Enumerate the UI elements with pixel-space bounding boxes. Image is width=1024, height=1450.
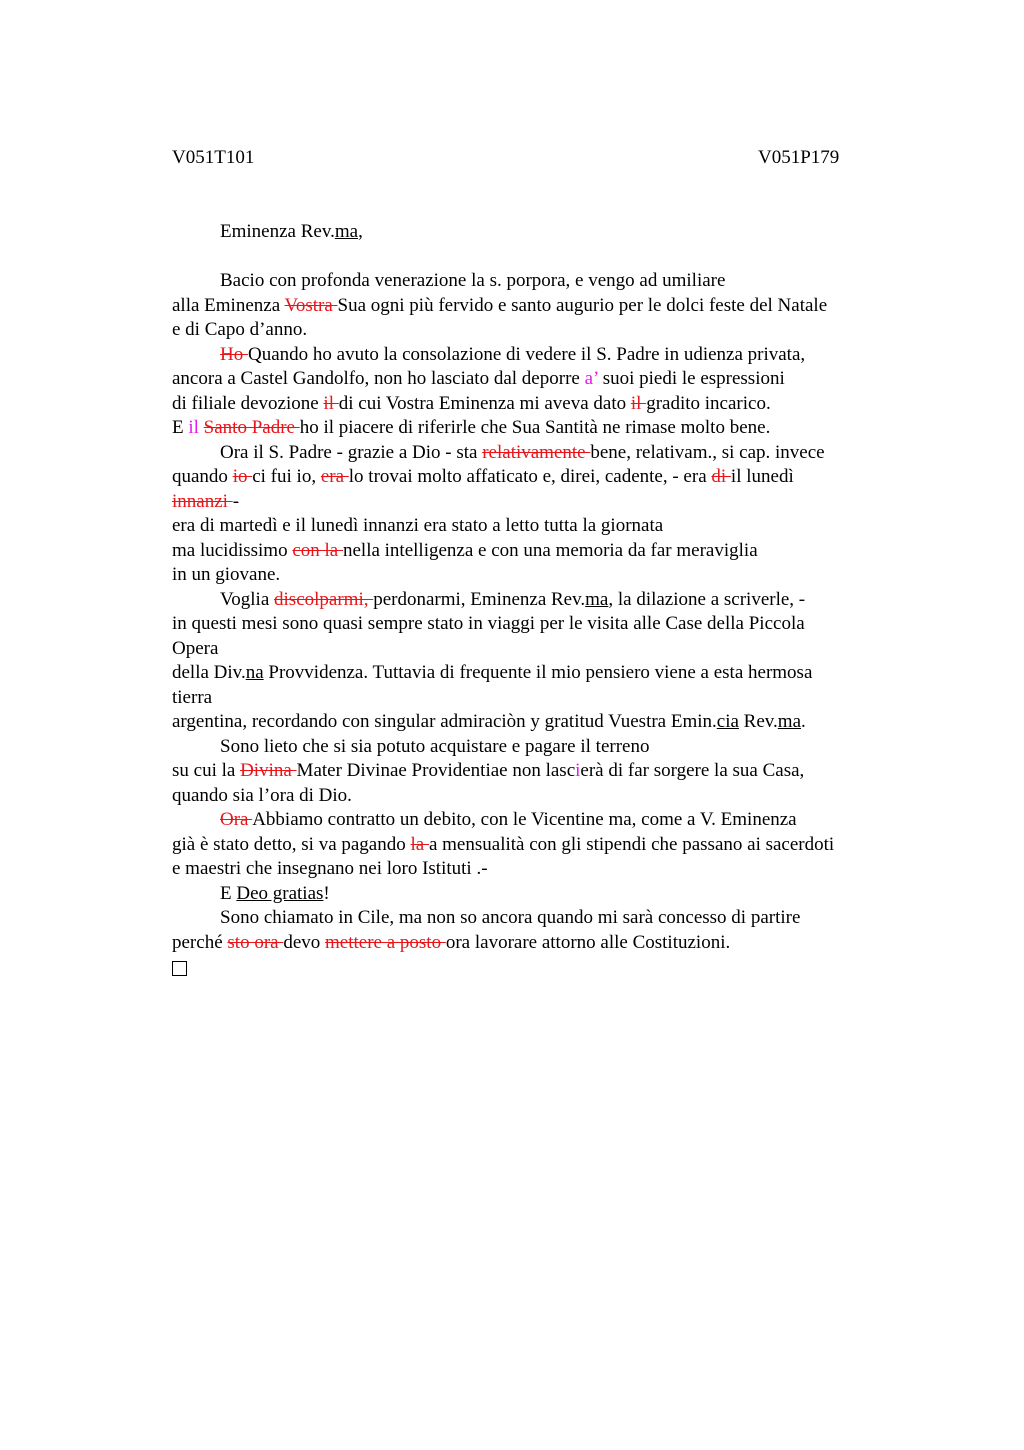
deleted-text: innanzi (172, 490, 233, 512)
text-line: Sono lieto che si sia potuto acquistare e pagare il terreno (220, 735, 650, 757)
deleted-text: era (320, 466, 349, 487)
text-line: tierra (172, 686, 213, 708)
text-line: Voglia discolparmi, perdonarmi, Eminenza Rev.ma, la dilazione a scriverle, - (220, 588, 806, 610)
text-line: della Div.na Provvidenza. Tuttavia di frequente il mio pensiero viene a esta hermosa (172, 662, 813, 683)
deleted-text: relativamente (482, 441, 591, 463)
text-line: argentina, recordando con singular admiraciòn y gratitud Vuestra Emin.cia Rev.ma. (172, 711, 806, 732)
text-line: Ora il S. Padre - grazie a Dio - sta relativamente bene, relativam., si cap. invece (220, 441, 825, 463)
document-id-right: V051P179 (758, 147, 840, 168)
deleted-text: con la (292, 539, 343, 561)
text-line: E il Santo Padre ho il piacere di riferirle che Sua Santità ne rimase molto bene. (172, 417, 771, 438)
deleted-text: discolparmi, (274, 588, 374, 610)
deleted-text: Santo Padre (203, 417, 300, 438)
inserted-text: il (188, 417, 199, 438)
text-line: ancora a Castel Gandolfo, non ho lasciato dal deporre a’ suoi piedi le espressioni (172, 368, 785, 389)
text-line: già è stato detto, si va pagando la a mensualità con gli stipendi che passano ai sacerdoti (172, 833, 835, 855)
letter-body (172, 220, 902, 984)
deleted-text: Ho (220, 343, 248, 365)
deleted-text: Vostra (284, 294, 338, 316)
text-line: Opera (172, 637, 219, 659)
text-line: quando io ci fui io, era lo trovai molto affaticato e, direi, cadente, - era di il lunedì (172, 466, 794, 487)
text-line: e maestri che insegnano nei loro Istituti .- (172, 858, 488, 879)
text-line: in un giovane. (172, 564, 281, 585)
text-line: di filiale devozione il di cui Vostra Eminenza mi aveva dato il gradito incarico. (172, 392, 771, 414)
paragraph-gap (172, 245, 902, 270)
text-line: Bacio con profonda venerazione la s. porpora, e vengo ad umiliare (220, 270, 726, 291)
text-line: Sono chiamato in Cile, ma non so ancora quando mi sarà concesso di partire (220, 907, 801, 928)
text-line: quando sia l’ora di Dio. (172, 784, 352, 806)
deleted-text: di (711, 466, 731, 487)
text-line: alla Eminenza Vostra Sua ogni più fervido e santo augurio per le dolci feste del Natale (172, 294, 828, 316)
deleted-text: Ora (220, 809, 253, 830)
deleted-text: il (630, 392, 647, 414)
end-marker (172, 955, 902, 984)
text-line: ma lucidissimo con la nella intelligenza e con una memoria da far meraviglia (172, 539, 758, 561)
document-id-left: V051T101 (172, 147, 255, 168)
square-icon (172, 961, 187, 976)
text-line: era di martedì e il lunedì innanzi era stato a letto tutta la giornata (172, 515, 664, 536)
text-line: in questi mesi sono quasi sempre stato in viaggi per le visita alle Case della Piccola (172, 613, 805, 634)
inserted-text: a’ (584, 368, 598, 389)
deleted-text: io (232, 466, 253, 487)
deleted-text: la (410, 833, 429, 855)
text-line: e di Capo d’anno. (172, 319, 308, 340)
text-line: innanzi - (172, 490, 240, 512)
text-line: Ho Quando ho avuto la consolazione di vedere il S. Padre in udienza privata, (220, 343, 806, 365)
deleted-text: Divina (240, 760, 297, 781)
deleted-text: mettere a posto (325, 931, 446, 953)
inserted-text: i (575, 760, 581, 781)
text-line: Ora Abbiamo contratto un debito, con le Vicentine ma, come a V. Eminenza (220, 809, 797, 830)
text-line: perché sto ora devo mettere a posto ora lavorare attorno alle Costituzioni. (172, 931, 731, 953)
deleted-text: il (323, 392, 339, 414)
salutation: Eminenza Rev.ma, (220, 221, 363, 242)
deleted-text: sto ora (227, 931, 284, 953)
text-line: su cui la Divina Mater Divinae Providentiae non lascierà di far sorgere la sua Casa, (172, 760, 805, 781)
text-line: E Deo gratias! (220, 882, 330, 904)
